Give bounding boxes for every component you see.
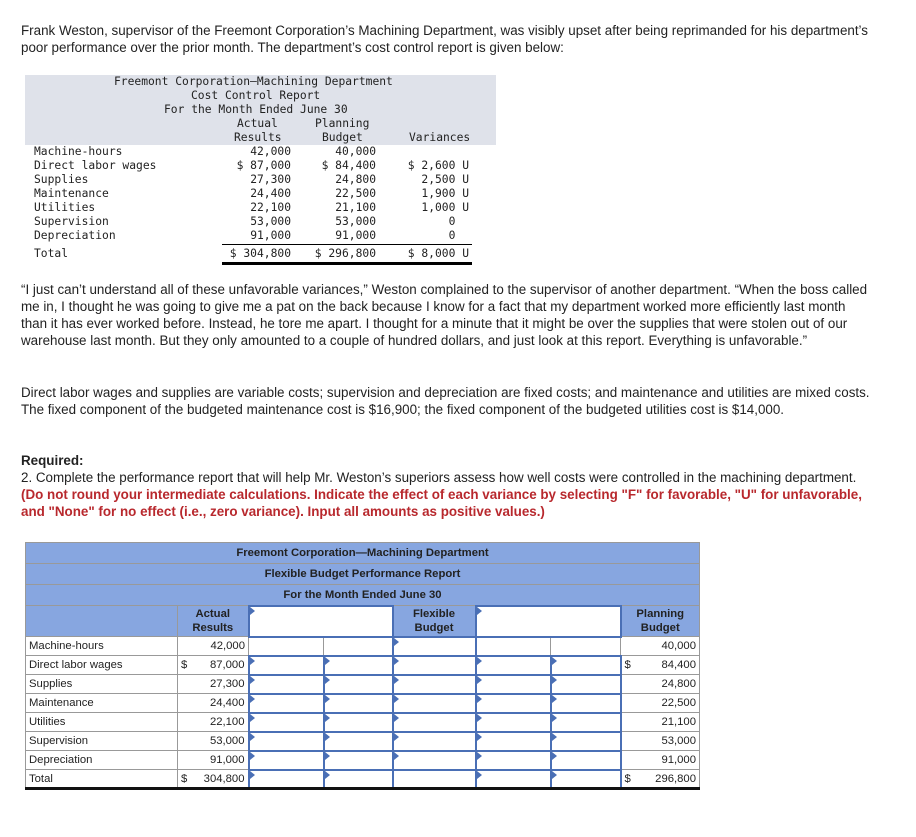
actual-value: 22,100 [250, 201, 291, 214]
variance-amount-input-1[interactable] [249, 694, 324, 713]
report-row [26, 751, 700, 770]
row-label: Machine-hours [26, 637, 178, 656]
row-label: Supervision [26, 732, 178, 751]
planning-budget-value: 91,000 [621, 751, 700, 770]
variance-effect-select-2[interactable] [551, 751, 621, 770]
flexible-budget-input[interactable] [393, 637, 476, 656]
blank-header [26, 606, 178, 637]
quote-paragraph: “I just can’t understand all of these unfavorable variances,” Weston complained to the supervisor of another department. “When the boss called me in, I thought he was going to give me a pat on the back because I know for a fact that my department worked more efficiently last month than it has ever worked before. Instead, he tore me apart. I thought for a minute that it might be over the supplies that were stolen out of our warehouse last month. But they only amounted to a couple of hundred dollars, and just look at this report. Everything is unfavorable.” [21, 282, 868, 348]
variance-effect-select-2[interactable] [551, 656, 621, 675]
row-label: Direct labor wages [34, 159, 157, 172]
required-text: 2. Complete the performance report that will help Mr. Weston’s superiors assess how well costs were controlled in the machining department. [21, 470, 857, 485]
planning-value: 24,800 [335, 173, 376, 186]
cost-report-row [25, 201, 496, 215]
actual-value: 91,000 [250, 229, 291, 242]
cost-report-title: Freemont Corporation—Machining Department [114, 75, 393, 88]
actual-results-value: 24,400 [178, 694, 249, 713]
col-planning-2: Budget [322, 131, 363, 144]
variance-effect-select-2[interactable] [551, 732, 621, 751]
variance-header-select-2[interactable] [476, 606, 621, 637]
report-row [26, 656, 700, 675]
report-row [26, 675, 700, 694]
variance-effect-select-1[interactable] [324, 732, 393, 751]
report-row [26, 713, 700, 732]
cost-report-row [25, 187, 496, 201]
row-label: Supplies [34, 173, 89, 186]
blank-cell [324, 637, 393, 656]
blank-cell [476, 637, 551, 656]
flexible-budget-input[interactable] [393, 713, 476, 732]
planning-budget-value: 40,000 [621, 637, 700, 656]
row-label: Depreciation [26, 751, 178, 770]
dollar-sign: $ [624, 659, 631, 671]
report-row [26, 637, 700, 656]
planning-budget-value: 22,500 [621, 694, 700, 713]
row-label: Maintenance [34, 187, 109, 200]
cost-report-period: For the Month Ended June 30 [164, 103, 348, 116]
variance-effect-select-2[interactable] [551, 694, 621, 713]
actual-results-value: 91,000 [178, 751, 249, 770]
col-actual-1: Actual [237, 117, 278, 130]
flexible-budget-input[interactable] [393, 732, 476, 751]
col-planning-budget: Planning Budget [621, 606, 700, 637]
blank-cell [249, 637, 324, 656]
cost-report-subtitle: Cost Control Report [191, 89, 321, 102]
planning-value: 22,500 [335, 187, 376, 200]
cost-report-row [25, 145, 496, 159]
actual-value: 42,000 [250, 145, 291, 158]
actual-value: $ 304,800 [229, 247, 291, 260]
variance-effect-select-1[interactable] [324, 770, 393, 789]
variance-amount-input-1[interactable] [249, 751, 324, 770]
variance-value: 2,500 U [421, 173, 469, 186]
variance-amount-input-2[interactable] [476, 656, 551, 675]
total-rule [222, 244, 472, 245]
report-period: For the Month Ended June 30 [26, 585, 700, 606]
actual-results-value: $ 87,000 [178, 656, 249, 675]
dollar-sign: $ [181, 772, 188, 785]
planning-value: 21,100 [335, 201, 376, 214]
flexible-budget-input[interactable] [393, 656, 476, 675]
costs-paragraph: Direct labor wages and supplies are variable costs; supervision and depreciation are fixed costs; and maintenance and utilities are mixed costs. The fixed component of the budgeted maintenance cost is $16,900; the fixed component of the budgeted utilities cost is $14,000. [21, 385, 870, 417]
cost-control-report [25, 75, 496, 263]
flexible-budget-input[interactable] [393, 694, 476, 713]
report-subtitle: Flexible Budget Performance Report [26, 564, 700, 585]
variance-effect-select-2[interactable] [551, 675, 621, 694]
variance-value: 1,900 U [421, 187, 469, 200]
variance-amount-input-1[interactable] [249, 675, 324, 694]
variance-amount-input-1[interactable] [249, 656, 324, 675]
report-row [26, 694, 700, 713]
planning-budget-value: $ 84,400 [621, 656, 700, 675]
row-label: Utilities [34, 201, 96, 214]
row-label: Maintenance [26, 694, 178, 713]
required-instructions: (Do not round your intermediate calculations. Indicate the effect of each variance by selecting "F" for favorable, "U" for unfavorable, and "None" for no effect (i.e., zero variance). Input all amounts as positive values.) [21, 487, 862, 519]
variance-effect-select-1[interactable] [324, 694, 393, 713]
variance-value: 0 [448, 229, 469, 242]
blank-cell [551, 637, 621, 656]
variance-amount-input-2[interactable] [476, 770, 551, 789]
col-planning-1: Planning [315, 117, 370, 130]
variance-value: 0 [448, 215, 469, 228]
variance-amount-input-2[interactable] [476, 713, 551, 732]
actual-results-value: $ 304,800 [178, 770, 249, 789]
cost-report-header [25, 75, 496, 145]
dollar-sign: $ [181, 659, 188, 671]
cost-report-row [25, 229, 496, 243]
row-label: Utilities [26, 713, 178, 732]
variance-amount-input-2[interactable] [476, 732, 551, 751]
planning-budget-value: 53,000 [621, 732, 700, 751]
report-title: Freemont Corporation—Machining Department [26, 543, 700, 564]
intro-paragraph: Frank Weston, supervisor of the Freemont Corporation’s Machining Department, was visibly upset after being reprimanded for his department’s poor performance over the prior month. The department’s cost control report is given below: [21, 23, 868, 55]
row-label: Supervision [34, 215, 109, 228]
actual-value: 53,000 [250, 215, 291, 228]
actual-results-value: 53,000 [178, 732, 249, 751]
col-variances: Variances [409, 131, 471, 144]
planning-value: 40,000 [335, 145, 376, 158]
flexible-budget-input[interactable] [393, 675, 476, 694]
blank-cell [393, 770, 476, 789]
row-label: Depreciation [34, 229, 116, 242]
variance-value: 1,000 U [421, 201, 469, 214]
report-row [26, 732, 700, 751]
row-label: Machine-hours [34, 145, 123, 158]
planning-value: 53,000 [335, 215, 376, 228]
actual-results-value: 22,100 [178, 713, 249, 732]
variance-effect-select-1[interactable] [324, 675, 393, 694]
variance-amount-input-2[interactable] [476, 751, 551, 770]
row-label: Supplies [26, 675, 178, 694]
variance-value: $ 2,600 U [407, 159, 469, 172]
dollar-sign: $ [624, 772, 631, 785]
actual-results-value: 27,300 [178, 675, 249, 694]
planning-budget-value: 24,800 [621, 675, 700, 694]
actual-value: 24,400 [250, 187, 291, 200]
planning-budget-value: $ 296,800 [621, 770, 700, 789]
actual-value: 27,300 [250, 173, 291, 186]
planning-value: $ 84,400 [321, 159, 376, 172]
row-label: Total [26, 770, 178, 789]
variance-header-select-1[interactable] [249, 606, 393, 637]
variance-effect-select-2[interactable] [551, 713, 621, 732]
double-rule [222, 262, 472, 265]
cost-report-row [25, 173, 496, 187]
flexible-budget-input[interactable] [393, 751, 476, 770]
required-label: Required: [21, 453, 84, 468]
report-row [26, 770, 700, 789]
row-label: Direct labor wages [26, 656, 178, 675]
variance-amount-input-2[interactable] [476, 675, 551, 694]
variance-amount-input-2[interactable] [476, 694, 551, 713]
variance-amount-input-1[interactable] [249, 732, 324, 751]
planning-value: $ 296,800 [314, 247, 376, 260]
variance-value: $ 8,000 U [407, 247, 469, 260]
col-actual-2: Results [234, 131, 282, 144]
actual-results-value: 42,000 [178, 637, 249, 656]
variance-effect-select-1[interactable] [324, 656, 393, 675]
performance-report-table [25, 542, 700, 790]
col-flexible-budget: Flexible Budget [393, 606, 476, 637]
col-actual-results: Actual Results [178, 606, 249, 637]
variance-amount-input-1[interactable] [249, 713, 324, 732]
variance-amount-input-1[interactable] [249, 770, 324, 789]
variance-effect-select-1[interactable] [324, 713, 393, 732]
planning-value: 91,000 [335, 229, 376, 242]
cost-report-row [25, 247, 496, 263]
variance-effect-select-2[interactable] [551, 770, 621, 789]
actual-value: $ 87,000 [236, 159, 291, 172]
required-section [21, 452, 871, 520]
cost-report-row [25, 215, 496, 229]
cost-report-row [25, 159, 496, 173]
variance-effect-select-1[interactable] [324, 751, 393, 770]
row-label: Total [34, 247, 69, 260]
planning-budget-value: 21,100 [621, 713, 700, 732]
